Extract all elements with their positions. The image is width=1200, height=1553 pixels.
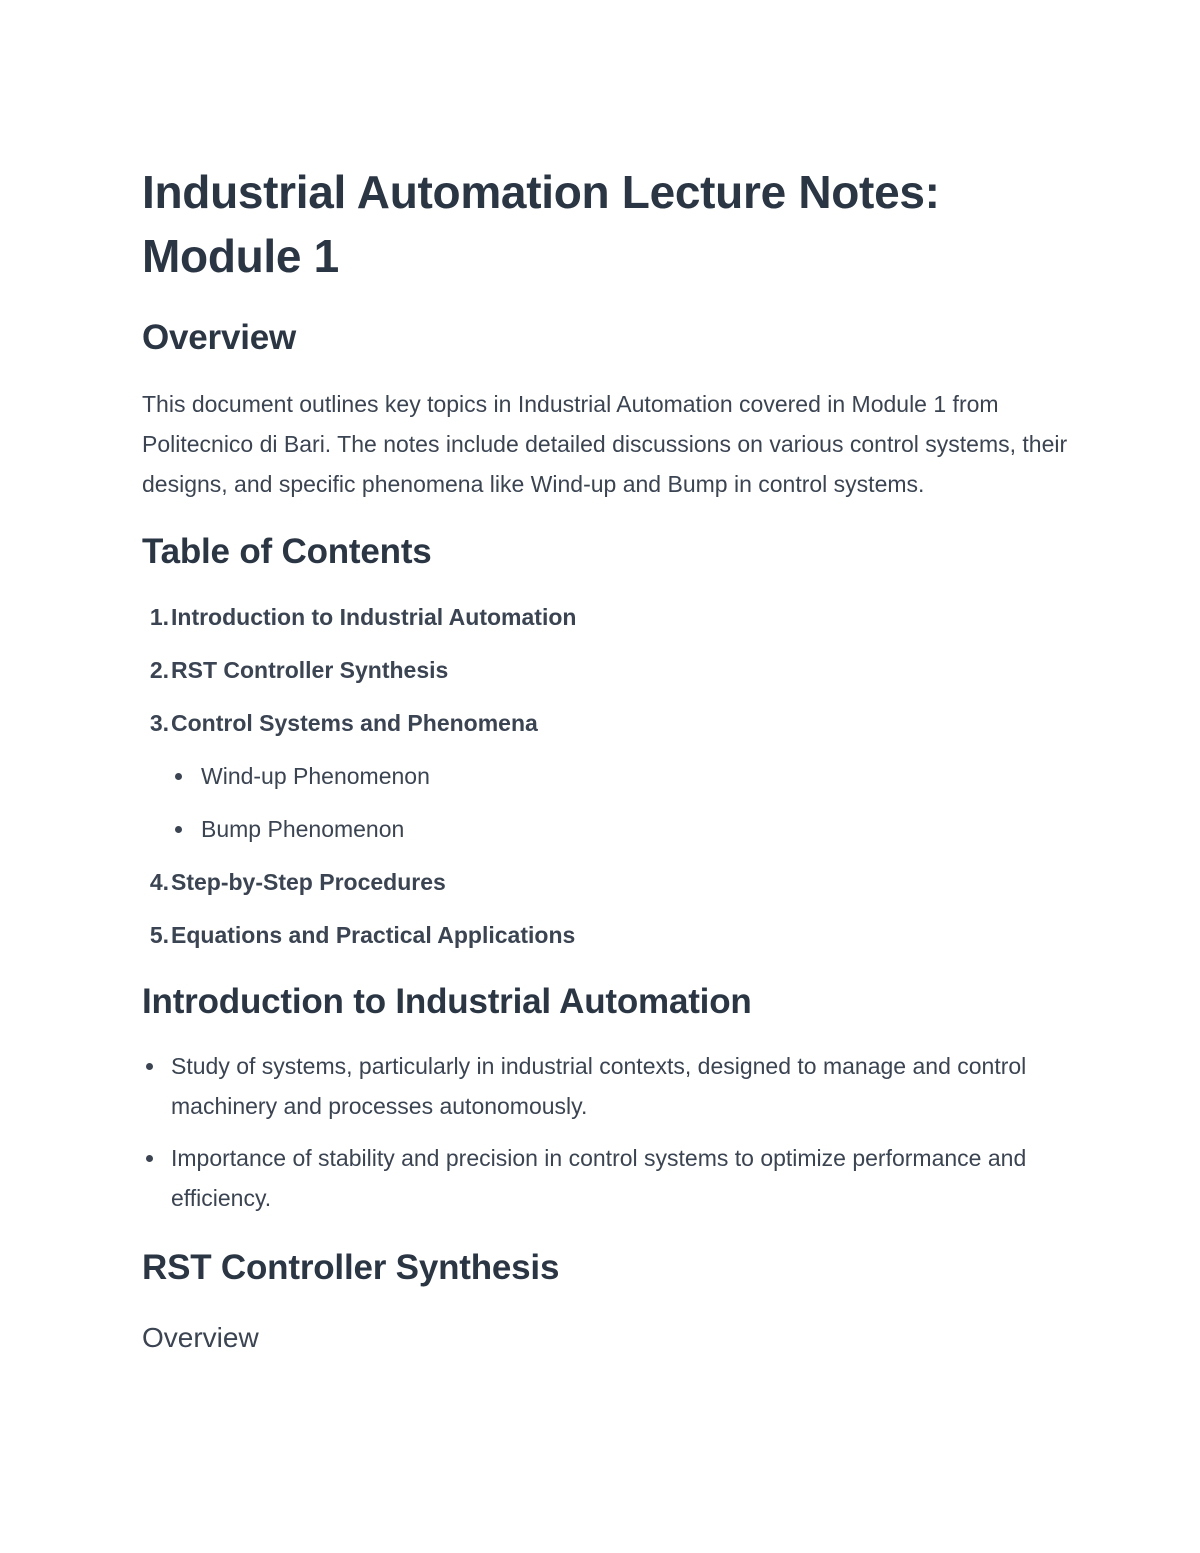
toc-item-number: 5. [149,922,169,948]
list-item-text: Study of systems, particularly in industrial contexts, designed to manage and control machinery and processes autonomously. [171,1053,1027,1119]
toc-subitem-bump[interactable] [171,814,1072,844]
toc-item-control-systems[interactable] [142,708,1072,844]
bullet-icon [175,773,182,780]
overview-heading: Overview [142,318,297,357]
document-page [142,160,1072,1356]
toc-item-number: 4. [149,869,169,895]
rst-controller-heading: RST Controller Synthesis [142,1248,560,1287]
toc-subitem-windup[interactable] [171,761,1072,791]
table-of-contents [142,602,1072,950]
toc-item-equations[interactable] [142,920,1072,950]
toc-subitem-label: Bump Phenomenon [201,816,405,842]
bullet-icon [146,1063,153,1070]
toc-item-rst-controller[interactable] [142,655,1072,685]
toc-item-number: 3. [149,710,169,736]
overview-paragraph: This document outlines key topics in Industrial Automation covered in Module 1 from Politecnico di Bari. The notes include detailed discussions on various control systems, their designs, and specific phenomena like Wind-up and Bump in control systems. [142,391,1068,497]
list-item [142,1046,1072,1126]
toc-subitem-label: Wind-up Phenomenon [201,763,430,789]
toc-item-introduction[interactable] [142,602,1072,632]
document-title: Industrial Automation Lecture Notes: Module 1 [142,166,940,282]
toc-item-label: Equations and Practical Applications [171,922,576,948]
toc-heading: Table of Contents [142,532,432,571]
toc-item-number: 2. [149,657,169,683]
toc-item-label: RST Controller Synthesis [171,657,449,683]
rst-overview-subheading: Overview [142,1322,259,1353]
toc-item-label: Introduction to Industrial Automation [171,604,577,630]
list-item [142,1138,1072,1218]
toc-item-number: 1. [149,604,169,630]
toc-sublist [171,761,1072,844]
list-item-text: Importance of stability and precision in control systems to optimize performance and efficiency. [171,1145,1027,1211]
introduction-bullet-list [142,1046,1072,1218]
introduction-heading: Introduction to Industrial Automation [142,982,752,1021]
bullet-icon [175,826,182,833]
toc-item-procedures[interactable] [142,867,1072,897]
bullet-icon [146,1155,153,1162]
toc-item-label: Control Systems and Phenomena [171,710,538,736]
toc-item-label: Step-by-Step Procedures [171,869,446,895]
